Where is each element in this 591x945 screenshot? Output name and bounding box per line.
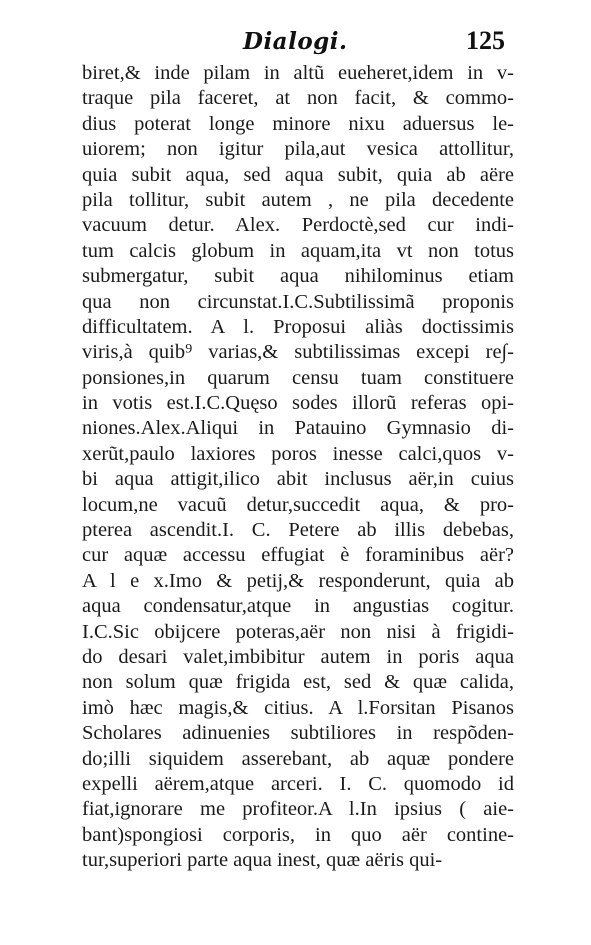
text-line: pterea ascendit.I. C. Petere ab illis debebas, <box>82 519 514 542</box>
text-line: in votis est.I.C.Quęso sodes illorũ referas opi- <box>82 392 514 415</box>
text-line: tur,superiori parte aqua inest, quæ aëris qui- <box>82 849 443 872</box>
running-title: Dialogi. <box>243 28 348 55</box>
text-line: xerũt,paulo laxiores poros inesse calci,quos v- <box>82 442 514 465</box>
text-line: A l e x.Imo & petij,& responderunt, quia ab <box>82 569 514 592</box>
text-line: Scholares adinuenies subtiliores in respõden- <box>82 722 514 745</box>
text-line: dius poterat longe minore nixu aduersus le- <box>82 112 514 135</box>
text-line: qua non circunstat.I.C.Subtilissimã proponis <box>82 290 514 313</box>
text-line: tum calcis globum in aquam,ita vt non totus <box>82 239 514 262</box>
text-line: submergatur, subit aqua nihilominus etiam <box>82 265 514 288</box>
text-line: bi aqua attigit,ilico abit inclusus aër,in cuius <box>82 468 514 491</box>
text-line: difficultatem. A l. Proposui aliàs doctissimis <box>82 315 514 338</box>
text-line: cur aquæ accessu effugiat è foraminibus aër? <box>82 544 514 567</box>
text-line: viris,à quib⁹ varias,& subtilissimas excepi re∫- <box>82 341 514 364</box>
text-line: uiorem; non igitur pila,aut vesica attollitur, <box>82 138 514 161</box>
text-line: niones.Alex.Aliqui in Patauino Gymnasio di- <box>82 417 514 440</box>
text-line: vacuum detur. Alex. Perdoctè,sed cur indi- <box>82 214 514 237</box>
body-text <box>82 61 514 874</box>
text-line: fiat,ignorare me profiteor.A l.In ipsius ( aie- <box>82 798 514 821</box>
text-line: locum,ne vacuũ detur,succedit aqua, & pro- <box>82 493 514 516</box>
text-line: non solum quæ frigida est, sed & quæ calida, <box>82 671 514 694</box>
text-line: bant)spongiosi corporis, in quo aër contine- <box>82 823 514 846</box>
text-line: I.C.Sic obijcere poteras,aër non nisi à frigidi- <box>82 620 514 643</box>
text-line: traque pila faceret, at non facit, & commo- <box>82 87 514 110</box>
text-line: expelli aërem,atque arceri. I. C. quomodo id <box>82 772 514 795</box>
text-line: aqua condensatur,atque in angustias cogitur. <box>82 595 514 618</box>
text-line: ponsiones,in quarum censu tuam constituere <box>82 366 514 389</box>
text-line: do;illi siquidem asserebant, ab aquæ pondere <box>82 747 514 770</box>
text-line: pila tollitur, subit autem , ne pila decedente <box>82 188 514 211</box>
text-line: imò hæc magis,& citius. A l.Forsitan Pisanos <box>82 696 514 719</box>
page-number: 125 <box>466 26 505 55</box>
text-line: biret,& inde pilam in altũ eueheret,idem in v- <box>82 62 514 84</box>
text-line: do desari valet,imbibitur autem in poris aqua <box>82 645 514 668</box>
page-header <box>0 22 591 62</box>
text-line: quia subit aqua, sed aqua subit, quia ab aëre <box>82 163 514 186</box>
